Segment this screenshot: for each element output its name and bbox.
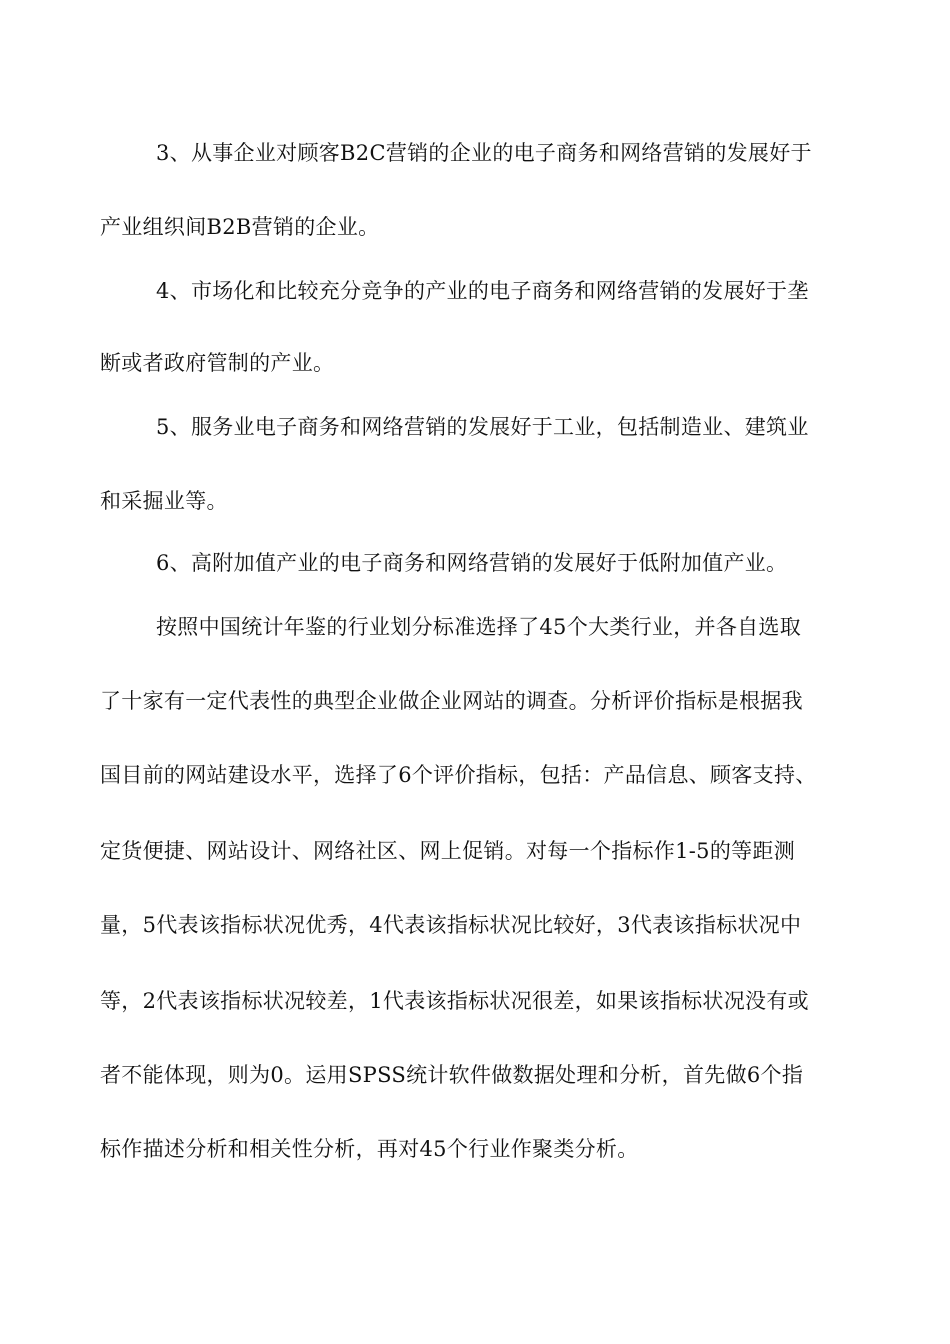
text-line: 等，2代表该指标状况较差，1代表该指标状况很差，如果该指标状况没有或 — [100, 989, 809, 1013]
text-line: 产业组织间B2B营销的企业。 — [100, 215, 380, 239]
text-line: 者不能体现，则为0。运用SPSS统计软件做数据处理和分析，首先做6个指 — [100, 1063, 804, 1087]
text-line: 5、服务业电子商务和网络营销的发展好于工业，包括制造业、建筑业 — [156, 415, 809, 439]
text-line: 定货便捷、网站设计、网络社区、网上促销。对每一个指标作1-5的等距测 — [100, 839, 796, 863]
text-line: 标作描述分析和相关性分析，再对45个行业作聚类分析。 — [100, 1137, 639, 1161]
text-line: 国目前的网站建设水平，选择了6个评价指标，包括：产品信息、顾客支持、 — [100, 763, 817, 787]
text-line: 4、市场化和比较充分竞争的产业的电子商务和网络营销的发展好于垄 — [156, 279, 809, 303]
text-line: 了十家有一定代表性的典型企业做企业网站的调查。分析评价指标是根据我 — [100, 689, 803, 713]
text-line: 3、从事企业对顾客B2C营销的企业的电子商务和网络营销的发展好于 — [156, 141, 812, 165]
text-line: 和采掘业等。 — [100, 489, 228, 513]
text-line: 量，5代表该指标状况优秀，4代表该指标状况比较好，3代表该指标状况中 — [100, 913, 802, 937]
text-line: 按照中国统计年鉴的行业划分标准选择了45个大类行业，并各自选取 — [156, 615, 802, 639]
text-line: 断或者政府管制的产业。 — [100, 351, 335, 375]
text-line: 6、高附加值产业的电子商务和网络营销的发展好于低附加值产业。 — [156, 551, 788, 575]
